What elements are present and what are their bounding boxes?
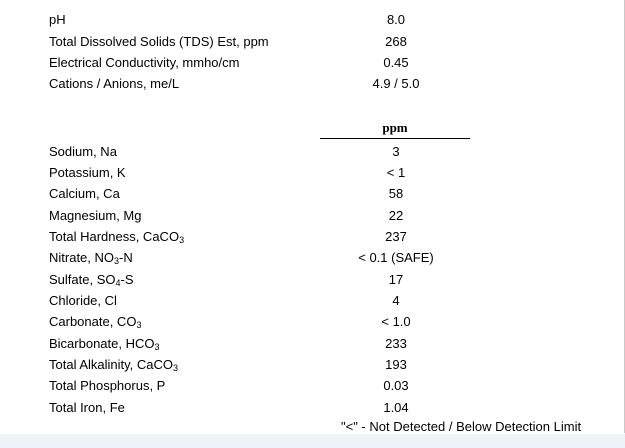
row-value: 237	[385, 229, 407, 244]
label-main: Total Alkalinity, CaCO	[49, 357, 174, 372]
row-label: Total Iron, Fe	[49, 400, 125, 415]
row-label: pH	[49, 12, 66, 27]
column-header-ppm: ppm	[382, 120, 408, 135]
row-value: 8.0	[386, 12, 406, 27]
row-label: Electrical Conductivity, mmho/cm	[49, 55, 240, 70]
row-value: < 1	[386, 165, 406, 180]
label-main: Total Hardness, CaCO	[49, 229, 180, 244]
label-subscript: 3	[173, 363, 179, 373]
table-row-magnesium	[0, 208, 625, 229]
row-label	[49, 336, 160, 352]
table-row-bicarbonate	[0, 336, 625, 357]
row-value: 268	[385, 34, 407, 49]
table-row-total-hardness	[0, 229, 625, 250]
table-row-cations-anions	[0, 76, 625, 97]
row-value: 58	[388, 186, 404, 201]
row-label: Potassium, K	[49, 165, 126, 180]
label-subscript: 3	[179, 235, 185, 245]
table-row-sulfate	[0, 272, 625, 293]
row-value: 17	[388, 272, 404, 287]
row-value: 193	[385, 357, 407, 372]
row-label: Total Dissolved Solids (TDS) Est, ppm	[49, 34, 269, 49]
table-row-ph	[0, 12, 625, 33]
table-row-sodium	[0, 144, 625, 165]
table-row-carbonate	[0, 314, 625, 335]
row-value: < 0.1 (SAFE)	[358, 250, 434, 265]
row-label: Total Phosphorus, P	[49, 378, 166, 393]
label-main: Bicarbonate, HCO	[49, 336, 155, 351]
row-label: Cations / Anions, me/L	[49, 76, 180, 91]
row-value: 4.9 / 5.0	[372, 76, 420, 91]
row-label	[49, 250, 133, 266]
row-value: 3	[392, 144, 400, 159]
label-main: Carbonate, CO	[49, 314, 137, 329]
row-label: Chloride, Cl	[49, 293, 117, 308]
header-divider	[320, 138, 470, 139]
label-main: Sulfate, SO	[49, 272, 116, 287]
table-row-conductivity	[0, 55, 625, 76]
label-subscript: 3	[154, 342, 160, 352]
row-label	[49, 314, 141, 330]
row-value: 22	[388, 208, 404, 223]
table-row-calcium	[0, 186, 625, 207]
row-label	[49, 229, 184, 245]
label-subscript: 3	[114, 256, 120, 266]
label-main: Nitrate, NO	[49, 250, 115, 265]
row-label: Magnesium, Mg	[49, 208, 142, 223]
row-value: < 1.0	[381, 314, 411, 329]
row-value: 0.03	[383, 378, 409, 393]
table-row-total-alkalinity	[0, 357, 625, 378]
label-subscript: 3	[136, 320, 142, 330]
table-row-potassium	[0, 165, 625, 186]
table-row-chloride	[0, 293, 625, 314]
label-suffix: -S	[120, 272, 134, 287]
row-value: 233	[385, 336, 407, 351]
label-subscript: 4	[115, 278, 121, 288]
row-value: 4	[392, 293, 400, 308]
detection-limit-footnote: "<" - Not Detected / Below Detection Limit	[341, 419, 582, 434]
row-label: Sodium, Na	[49, 144, 117, 159]
row-value: 0.45	[383, 55, 409, 70]
table-row-tds	[0, 34, 625, 55]
bottom-edge-strip	[0, 434, 625, 448]
label-suffix: -N	[119, 250, 133, 265]
table-row-total-phosphorus	[0, 378, 625, 399]
row-label	[49, 272, 134, 288]
row-label: Calcium, Ca	[49, 186, 120, 201]
table-row-nitrate	[0, 250, 625, 271]
table-row-total-iron	[0, 400, 625, 421]
row-value: 1.04	[383, 400, 409, 415]
row-label	[49, 357, 178, 373]
